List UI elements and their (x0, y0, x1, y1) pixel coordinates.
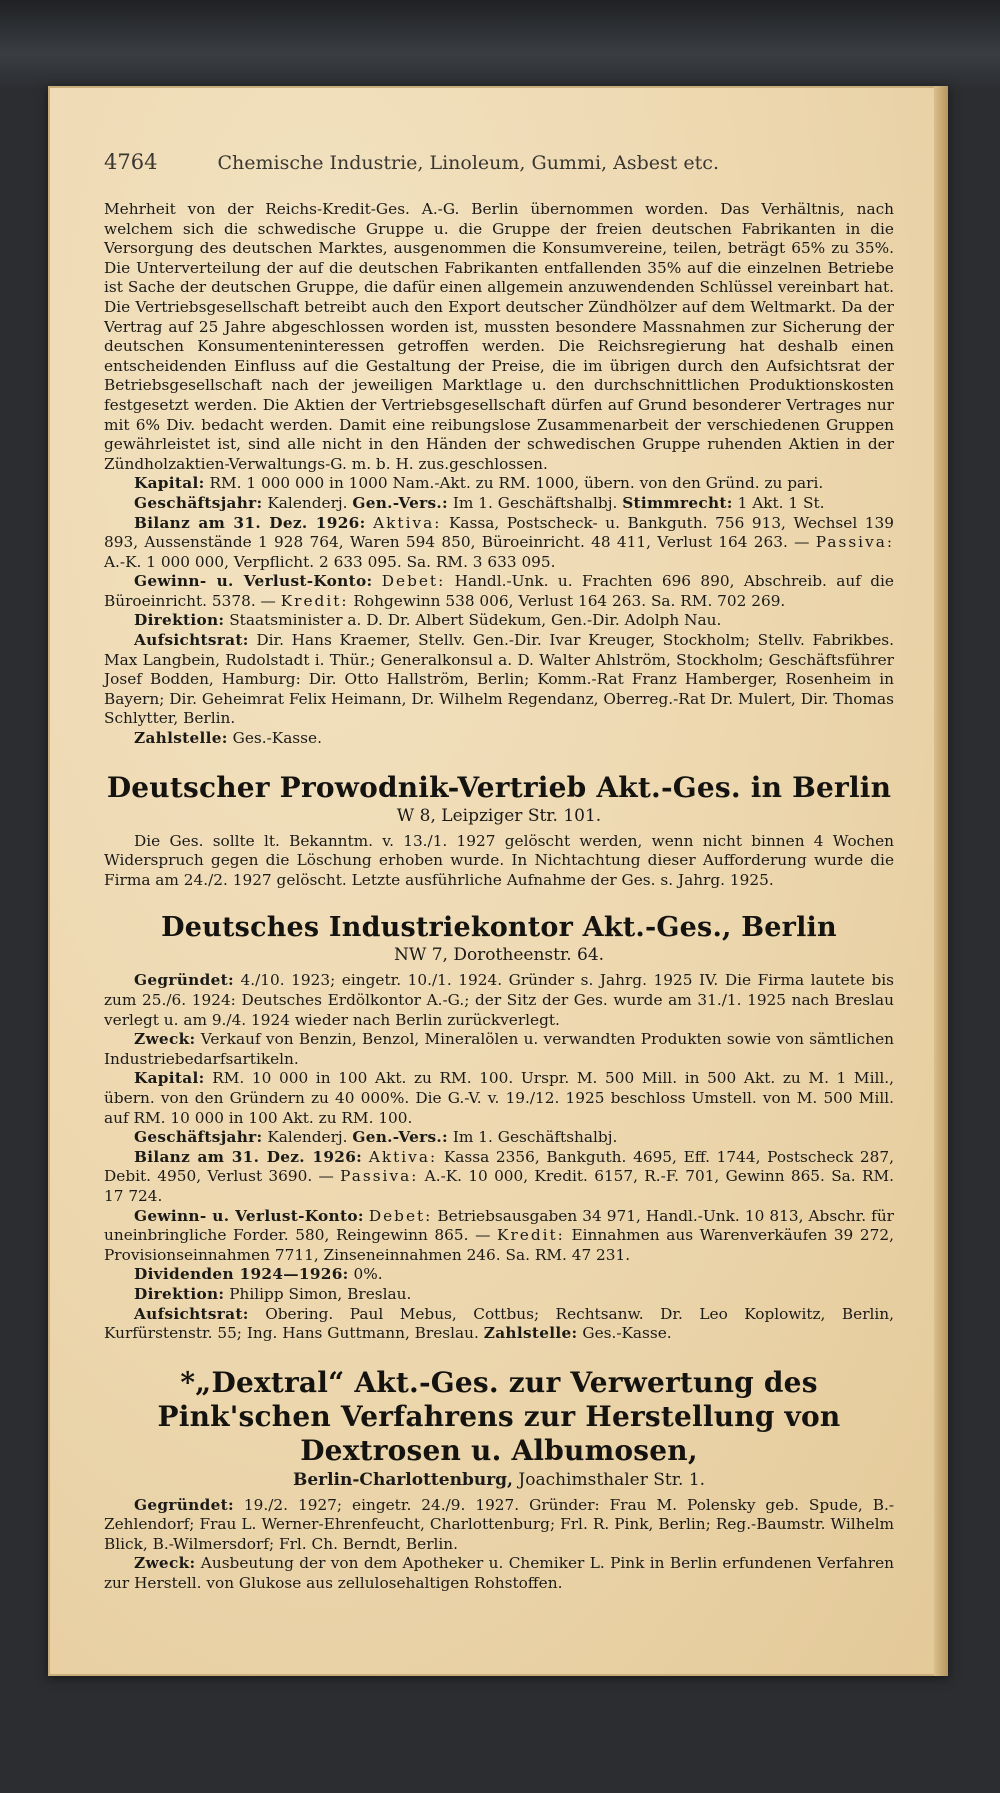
field-text: Philipp Simon, Breslau. (229, 1284, 412, 1303)
field-text: Staatsminister a. D. Dr. Albert Südekum, Gen.-Dir. Adolph Nau. (229, 611, 722, 630)
bilanz-line (104, 1148, 894, 1207)
zweck-line (104, 1030, 894, 1069)
field-label: Geschäftsjahr: (134, 1128, 263, 1147)
running-header (104, 150, 894, 174)
field-label: Gegründet: (134, 1495, 234, 1514)
guv-line (104, 1207, 894, 1266)
field-text: Im 1. Geschäftshalbj. (452, 493, 618, 512)
field-label: Gewinn- u. Verlust-Konto: (134, 572, 373, 591)
field-text: Kassa, Postscheck- u. Bankguth. 756 913, Wechsel 139 893, Aussenstände 1 928 764, Waren 594 850, Büroeinricht. 48 411, Verlust 164 263. — (104, 513, 894, 552)
field-label: Zahlstelle: (134, 729, 228, 748)
field-text: 19./2. 1927; eingetr. 24./9. 1927. Gründer: Frau M. Polensky geb. Spude, B.-Zehlendorf; Frau L. Werner-Ehrenfeucht, Charlottenburg; Frl. R. Pink, Berlin; Reg.-Baumstr. Wilhelm Blick, B.-Wilmersdorf; Frl. Ch. Berndt, Berlin. (104, 1495, 894, 1553)
field-text: Kassa 2356, Bankguth. 4695, Eff. 1744, Postscheck 287, Debit. 4950, Verlust 3690. — (104, 1147, 894, 1186)
zweck-line (104, 1554, 894, 1593)
field-text: Obering. Paul Mebus, Cottbus; Rechtsanw. Dr. Leo Koplowitz, Berlin, Kurfürstenstr. 55; Ing. Hans Guttmann, Breslau. (104, 1304, 894, 1343)
field-text: Passiva: (340, 1167, 419, 1186)
field-text: Kredit: (497, 1226, 565, 1245)
field-label: Gen.-Vers.: (352, 493, 448, 512)
gegruendet-line (104, 971, 894, 1030)
entry-previous (104, 200, 894, 749)
field-text: Betriebsausgaben 34 971, Handl.-Unk. 10 813, Abschr. für uneinbringliche Forder. 580, Reingewinn 865. — (104, 1206, 894, 1245)
field-text: Ges.-Kasse. (582, 1324, 672, 1343)
geschaeftsjahr-line (104, 494, 894, 514)
field-label: Gen.-Vers.: (352, 1128, 448, 1147)
running-title: Chemische Industrie, Linoleum, Gummi, Asbest etc. (217, 152, 719, 174)
field-text: A.-K. 10 000, Kredit. 6157, R.-F. 701, Gewinn 865. Sa. RM. 17 724. (104, 1167, 894, 1205)
field-text: Joachimsthaler Str. 1. (518, 1469, 706, 1490)
field-text: RM. 1 000 000 in 1000 Nam.-Akt. zu RM. 1000, übern. von den Gründ. zu pari. (209, 474, 824, 493)
field-text: Berlin-Charlottenburg, (292, 1469, 513, 1490)
field-text: Dir. Hans Kraemer, Stellv. Gen.-Dir. Ivar Kreuger, Stockholm; Stellv. Fabrikbes. Max Langbein, Rudolstadt i. Thür.; Generalkonsul a. D. Walter Ahlström, Stockholm; Geschäftsführer Josef Bodden, Hamburg: Dir. Otto Hallström, Berlin; Komm.-Rat Franz Hamberger, Rosenheim in Bayern; Dir. Geheimrat Felix Heimann, Dr. Wilhelm Regendanz, Oberreg.-Rat Dr. Mulert, Dir. Thomas Schlytter, Berlin. (104, 631, 894, 728)
field-text: Debet: (381, 572, 446, 591)
aufsichtsrat-line (104, 631, 894, 729)
field-label: Zweck: (134, 1030, 196, 1049)
field-text: A.-K. 1 000 000, Verpflicht. 2 633 095. Sa. RM. 3 633 095. (104, 552, 556, 571)
field-text: Handl.-Unk. u. Frachten 696 890, Abschreib. auf die Büroeinricht. 5378. — (104, 572, 894, 610)
field-label: Kapital: (134, 1069, 205, 1088)
zahlstelle-line (104, 729, 894, 749)
scan-backdrop (0, 0, 1000, 90)
field-label: Zahlstelle: (483, 1324, 578, 1343)
field-label: Stimmrecht: (622, 493, 733, 512)
field-text: Kalenderj. (267, 493, 348, 512)
geschaeftsjahr-line (104, 1128, 894, 1148)
field-text: Passiva: (815, 533, 894, 552)
aufsichtsrat-line (104, 1305, 894, 1344)
field-label: Geschäftsjahr: (134, 493, 263, 512)
guv-line (104, 572, 894, 611)
entry-dextral (104, 1366, 894, 1594)
field-label: Bilanz am 31. Dez. 1926: (134, 1147, 363, 1166)
field-label: Direktion: (134, 1284, 225, 1303)
kapital-line (104, 474, 894, 494)
field-label: Bilanz am 31. Dez. 1926: (134, 513, 366, 532)
company-address (104, 1470, 894, 1490)
field-text: Einnahmen aus Warenverkäufen 39 272, Provisionseinnahmen 7711, Zinseneinnahmen 246. Sa. RM. 47 231. (104, 1226, 894, 1264)
company-address: W 8, Leipziger Str. 101. (396, 805, 602, 826)
company-title: Deutsches Industriekontor Akt.-Ges., Berlin (161, 912, 837, 944)
field-text: Ges.-Kasse. (232, 729, 322, 748)
field-text: Aktiva: (368, 1147, 438, 1166)
field-text: Ausbeutung der von dem Apotheker u. Chemiker L. Pink in Berlin erfundenen Verfahren zur Herstell. von Glukose aus zellulosehaltigen Rohstoffen. (104, 1554, 894, 1593)
field-text: RM. 10 000 in 100 Akt. zu RM. 100. Urspr. M. 500 Mill. in 500 Akt. zu M. 1 Mill., übern. von den Gründern zu 40 000%. Die G.-V. v. 19./12. 1925 beschloss Umstell. von M. 500 Mill. auf RM. 10 000 in 100 Akt. zu RM. 100. (104, 1069, 894, 1127)
field-label: Gewinn- u. Verlust-Konto: (134, 1206, 364, 1225)
field-text: Kredit: (280, 591, 349, 610)
company-address: NW 7, Dorotheenstr. 64. (393, 945, 605, 966)
page-number: 4764 (104, 150, 158, 174)
field-label: Direktion: (134, 611, 225, 630)
entry-intro: Mehrheit von der Reichs-Kredit-Ges. A.-G. Berlin übernommen worden. Das Verhältnis, nach welchem sich die schwedische Gruppe u. die Gruppe der freien deutschen Fabrikanten in die Versorgung des deutschen Marktes, ausgenommen die Konsumvereine, teilen, beträgt 65% zu 35%. Die Unterverteilung der auf die deutschen Fabrikanten entfallenden 35% auf die einzelnen Betriebe ist Sache der deutschen Gruppe, die dafür einen allgemein anzuwendenden Schlüssel vereinbart hat. Die Vertriebsgesellschaft betreibt auch den Export deutscher Zündhölzer auf dem Weltmarkt. Da der Vertrag auf 25 Jahre abgeschlossen worden ist, mussten besondere Massnahmen zur Sicherung der deutschen Konsumenteninteressen getroffen werden. Die Reichsregierung hat deshalb einen entscheidenden Einfluss auf die Gestaltung der Preise, die im übrigen durch den Aufsichtsrat der Betriebsgesellschaft nach der jeweiligen Marktlage u. den durchschnittlichen Produktionskosten festgesetzt werden. Die Aktien der Vertriebsgesellschaft dürfen auf Grund besonderer Vertrages nur mit 6% Div. bedacht werden. Damit eine reibungslose Zusammenarbeit der verschiedenen Gruppen gewährleistet ist, sind alle nicht in den Händen der schwedischen Gruppe ruhenden Aktien in der Zündholzaktien-Verwaltungs-G. m. b. H. zus.geschlossen. (104, 200, 894, 473)
field-text: 1 Akt. 1 St. (737, 493, 825, 512)
field-label: Aufsichtsrat: (134, 1304, 249, 1323)
field-label: Dividenden 1924—1926: (134, 1265, 349, 1284)
direktion-line (104, 1285, 894, 1305)
bilanz-line (104, 514, 894, 573)
field-label: Kapital: (134, 474, 205, 493)
field-text: Rohgewinn 538 006, Verlust 164 263. Sa. RM. 702 269. (353, 591, 786, 610)
field-label: Gegründet: (134, 971, 234, 990)
gegruendet-line (104, 1496, 894, 1555)
kapital-line (104, 1069, 894, 1128)
entry-text: Die Ges. sollte lt. Bekanntm. v. 13./1. 1927 gelöscht werden, wenn nicht binnen 4 Wochen Widerspruch gegen die Löschung erhoben wurde. In Nichtachtung dieser Aufforderung wurde die Firma am 24./2. 1927 gelöscht. Letzte ausführliche Aufnahme der Ges. s. Jahrg. 1925. (104, 831, 894, 889)
field-label: Aufsichtsrat: (134, 631, 249, 650)
field-label: Zweck: (134, 1554, 196, 1573)
field-text: Im 1. Geschäftshalbj. (452, 1128, 618, 1147)
dividenden-line (104, 1265, 894, 1285)
company-title: *„Dextral“ Akt.-Ges. zur Verwertung des Pink'schen Verfahrens zur Herstellung von Dextrosen u. Albumosen, (157, 1365, 841, 1467)
entry-prowodnik (104, 771, 894, 891)
direktion-line (104, 611, 894, 631)
field-text: 4./10. 1923; eingetr. 10./1. 1924. Gründer s. Jahrg. 1925 IV. Die Firma lautete bis zum 25./6. 1924: Deutsches Erdölkontor A.-G.; der Sitz der Ges. wurde am 31./1. 1925 nach Breslau verlegt u. am 9./4. 1924 wieder nach Berlin zurückverlegt. (104, 971, 894, 1029)
page-content (104, 150, 894, 1594)
field-text: Kalenderj. (267, 1128, 348, 1147)
company-title: Deutscher Prowodnik-Vertrieb Akt.-Ges. in Berlin (106, 770, 892, 804)
field-text: Verkauf von Benzin, Benzol, Mineralölen u. verwandten Produkten sowie von sämtlichen Industriebedarfsartikeln. (104, 1030, 894, 1068)
page-edge (934, 86, 948, 1676)
entry-industriekontor (104, 912, 894, 1343)
field-text: Aktiva: (373, 513, 442, 532)
book-page (48, 86, 948, 1676)
field-text: Debet: (368, 1206, 433, 1225)
field-text: 0%. (353, 1265, 383, 1284)
